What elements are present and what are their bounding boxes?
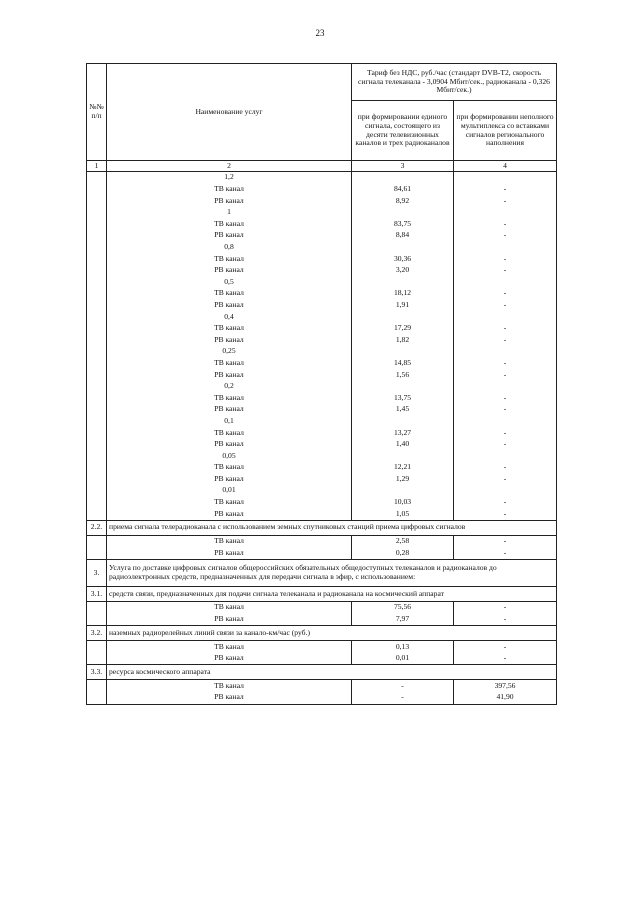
row-num-cell bbox=[87, 473, 107, 485]
row-num-cell bbox=[87, 184, 107, 196]
row-num-cell bbox=[87, 358, 107, 370]
row-num-cell bbox=[87, 323, 107, 335]
row-value-col3: 83,75 bbox=[352, 218, 454, 230]
row-label: РВ канал bbox=[107, 439, 352, 451]
row-value-col3: 13,75 bbox=[352, 392, 454, 404]
table-row bbox=[87, 641, 557, 653]
page-number: 23 bbox=[315, 28, 325, 38]
row-num-cell bbox=[87, 230, 107, 242]
row-value-col3 bbox=[352, 276, 454, 288]
row-value-col4: - bbox=[454, 323, 557, 335]
table-row bbox=[87, 300, 557, 312]
section-number: 3.2. bbox=[87, 626, 107, 641]
row-value-col4: - bbox=[454, 300, 557, 312]
section-row bbox=[87, 665, 557, 680]
table-row bbox=[87, 485, 557, 497]
row-value-col3 bbox=[352, 207, 454, 219]
table-row bbox=[87, 230, 557, 242]
row-value-col3: - bbox=[352, 680, 454, 692]
row-label: ТВ канал bbox=[107, 392, 352, 404]
table-row bbox=[87, 535, 557, 547]
row-value-col3: - bbox=[352, 692, 454, 704]
section-title: средств связи, предназначенных для подачи сигнала телеканала и радиоканала на космический аппарат bbox=[107, 587, 557, 602]
row-value-col4: - bbox=[454, 288, 557, 300]
row-value-col3: 1,56 bbox=[352, 369, 454, 381]
row-value-col4 bbox=[454, 415, 557, 427]
row-value-col3: 0,13 bbox=[352, 641, 454, 653]
row-value-col3: 1,05 bbox=[352, 508, 454, 520]
row-value-col3 bbox=[352, 311, 454, 323]
row-label: РВ канал bbox=[107, 334, 352, 346]
table-row bbox=[87, 265, 557, 277]
row-num-cell bbox=[87, 253, 107, 265]
row-value-col4: - bbox=[454, 253, 557, 265]
row-num-cell bbox=[87, 369, 107, 381]
table-row bbox=[87, 692, 557, 704]
row-label: ТВ канал bbox=[107, 680, 352, 692]
row-value-col3 bbox=[352, 485, 454, 497]
row-value-col4: - bbox=[454, 497, 557, 509]
row-num-cell bbox=[87, 300, 107, 312]
row-label: ТВ канал bbox=[107, 184, 352, 196]
row-num-cell bbox=[87, 276, 107, 288]
row-value-col3: 2,58 bbox=[352, 535, 454, 547]
row-value-col3: 75,56 bbox=[352, 602, 454, 614]
row-num-cell bbox=[87, 653, 107, 665]
table-row bbox=[87, 311, 557, 323]
row-value-col4: - bbox=[454, 535, 557, 547]
row-value-col3 bbox=[352, 450, 454, 462]
row-label: 1 bbox=[107, 207, 352, 219]
table-row bbox=[87, 381, 557, 393]
row-label: 0,1 bbox=[107, 415, 352, 427]
index-3: 3 bbox=[352, 161, 454, 172]
row-label: РВ канал bbox=[107, 230, 352, 242]
row-value-col4: - bbox=[454, 547, 557, 559]
row-label: 0,4 bbox=[107, 311, 352, 323]
row-num-cell bbox=[87, 265, 107, 277]
row-label: 0,2 bbox=[107, 381, 352, 393]
row-num-cell bbox=[87, 535, 107, 547]
row-num-cell bbox=[87, 450, 107, 462]
table-row bbox=[87, 172, 557, 184]
row-num-cell bbox=[87, 334, 107, 346]
section-row bbox=[87, 626, 557, 641]
row-value-col4: - bbox=[454, 508, 557, 520]
row-label: РВ канал bbox=[107, 653, 352, 665]
row-value-col4: - bbox=[454, 462, 557, 474]
row-num-cell bbox=[87, 207, 107, 219]
row-value-col4 bbox=[454, 276, 557, 288]
row-value-col3: 0,28 bbox=[352, 547, 454, 559]
section-row bbox=[87, 520, 557, 535]
table-row bbox=[87, 334, 557, 346]
row-value-col3 bbox=[352, 415, 454, 427]
row-value-col4: - bbox=[454, 404, 557, 416]
row-value-col4: - bbox=[454, 392, 557, 404]
row-value-col4: - bbox=[454, 427, 557, 439]
row-label: ТВ канал bbox=[107, 218, 352, 230]
row-label: ТВ канал bbox=[107, 427, 352, 439]
row-value-col4: - bbox=[454, 265, 557, 277]
row-num-cell bbox=[87, 392, 107, 404]
table-row bbox=[87, 358, 557, 370]
row-value-col3: 1,82 bbox=[352, 334, 454, 346]
row-label: 0,05 bbox=[107, 450, 352, 462]
row-value-col3: 3,20 bbox=[352, 265, 454, 277]
row-num-cell bbox=[87, 680, 107, 692]
table-row bbox=[87, 680, 557, 692]
table-row bbox=[87, 218, 557, 230]
row-value-col3: 0,01 bbox=[352, 653, 454, 665]
row-value-col4 bbox=[454, 450, 557, 462]
row-label: ТВ канал bbox=[107, 602, 352, 614]
row-label: РВ канал bbox=[107, 300, 352, 312]
row-label: ТВ канал bbox=[107, 323, 352, 335]
row-value-col4: - bbox=[454, 641, 557, 653]
table-row bbox=[87, 369, 557, 381]
row-label: ТВ канал bbox=[107, 497, 352, 509]
table-row bbox=[87, 450, 557, 462]
row-value-col3: 1,40 bbox=[352, 439, 454, 451]
row-num-cell bbox=[87, 172, 107, 184]
row-label: ТВ канал bbox=[107, 358, 352, 370]
row-label: РВ канал bbox=[107, 692, 352, 704]
row-value-col4: 41,90 bbox=[454, 692, 557, 704]
section-row bbox=[87, 560, 557, 587]
table-row bbox=[87, 462, 557, 474]
tariff-table bbox=[86, 63, 557, 705]
row-label: РВ канал bbox=[107, 473, 352, 485]
header-num: №№ п/п bbox=[87, 64, 107, 161]
row-num-cell bbox=[87, 346, 107, 358]
row-num-cell bbox=[87, 497, 107, 509]
table-row bbox=[87, 473, 557, 485]
row-num-cell bbox=[87, 381, 107, 393]
row-label: 0,5 bbox=[107, 276, 352, 288]
row-num-cell bbox=[87, 439, 107, 451]
header-col3: при формировании единого сигнала, состоящего из десяти телевизионных каналов и трех радиоканалов bbox=[352, 101, 454, 161]
table-row bbox=[87, 427, 557, 439]
row-value-col4 bbox=[454, 172, 557, 184]
row-label: РВ канал bbox=[107, 195, 352, 207]
row-value-col4: - bbox=[454, 218, 557, 230]
row-value-col3 bbox=[352, 172, 454, 184]
row-value-col4: - bbox=[454, 473, 557, 485]
table-row bbox=[87, 242, 557, 254]
table-row bbox=[87, 602, 557, 614]
row-num-cell bbox=[87, 415, 107, 427]
row-value-col4 bbox=[454, 311, 557, 323]
row-value-col4: - bbox=[454, 602, 557, 614]
row-num-cell bbox=[87, 485, 107, 497]
row-value-col4 bbox=[454, 242, 557, 254]
section-number: 3. bbox=[87, 560, 107, 587]
row-label: ТВ канал bbox=[107, 641, 352, 653]
row-label: РВ канал bbox=[107, 614, 352, 626]
row-label: 0,8 bbox=[107, 242, 352, 254]
row-value-col3: 10,03 bbox=[352, 497, 454, 509]
section-title: наземных радиорелейных линий связи за канало-км/час (руб.) bbox=[107, 626, 557, 641]
row-label: 0,01 bbox=[107, 485, 352, 497]
row-value-col4 bbox=[454, 346, 557, 358]
row-value-col4: - bbox=[454, 614, 557, 626]
table-row bbox=[87, 346, 557, 358]
row-num-cell bbox=[87, 462, 107, 474]
row-label: ТВ канал bbox=[107, 253, 352, 265]
row-value-col4: - bbox=[454, 358, 557, 370]
row-value-col4 bbox=[454, 381, 557, 393]
row-value-col3 bbox=[352, 346, 454, 358]
table-row bbox=[87, 614, 557, 626]
table-row bbox=[87, 207, 557, 219]
row-label: ТВ канал bbox=[107, 288, 352, 300]
table-row bbox=[87, 497, 557, 509]
table-row bbox=[87, 184, 557, 196]
section-number: 3.1. bbox=[87, 587, 107, 602]
row-value-col3: 14,85 bbox=[352, 358, 454, 370]
row-num-cell bbox=[87, 404, 107, 416]
row-value-col3: 7,97 bbox=[352, 614, 454, 626]
section-row bbox=[87, 587, 557, 602]
row-num-cell bbox=[87, 218, 107, 230]
header-tariff: Тариф без НДС, руб./час (стандарт DVB-T2, скорость сигнала телеканала - 3,0904 Мбит/сек., радиоканала - 0,326 Мбит/сек.) bbox=[352, 64, 557, 101]
table-row bbox=[87, 195, 557, 207]
row-num-cell bbox=[87, 288, 107, 300]
section-title: ресурса космического аппарата bbox=[107, 665, 557, 680]
table-row bbox=[87, 323, 557, 335]
row-value-col3: 12,21 bbox=[352, 462, 454, 474]
table-row bbox=[87, 653, 557, 665]
row-value-col4: - bbox=[454, 369, 557, 381]
row-label: РВ канал bbox=[107, 265, 352, 277]
table-row bbox=[87, 439, 557, 451]
row-label: РВ канал bbox=[107, 547, 352, 559]
row-value-col3: 8,92 bbox=[352, 195, 454, 207]
row-label: ТВ канал bbox=[107, 462, 352, 474]
row-num-cell bbox=[87, 242, 107, 254]
index-2: 2 bbox=[107, 161, 352, 172]
row-label: ТВ канал bbox=[107, 535, 352, 547]
row-value-col4: - bbox=[454, 184, 557, 196]
row-value-col3: 84,61 bbox=[352, 184, 454, 196]
header-col4: при формировании неполного мультиплекса со вставками сигналов регионального наполнения bbox=[454, 101, 557, 161]
row-value-col3 bbox=[352, 381, 454, 393]
row-value-col4: - bbox=[454, 653, 557, 665]
row-value-col4 bbox=[454, 485, 557, 497]
row-value-col3: 1,29 bbox=[352, 473, 454, 485]
row-num-cell bbox=[87, 692, 107, 704]
index-1: 1 bbox=[87, 161, 107, 172]
table-row bbox=[87, 547, 557, 559]
row-num-cell bbox=[87, 547, 107, 559]
row-value-col3: 17,29 bbox=[352, 323, 454, 335]
table-row bbox=[87, 404, 557, 416]
section-title: приема сигнала телерадиоканала с использованием земных спутниковых станций приема цифровых сигналов bbox=[107, 520, 557, 535]
row-num-cell bbox=[87, 427, 107, 439]
table-row bbox=[87, 392, 557, 404]
table-row bbox=[87, 415, 557, 427]
row-label: РВ канал bbox=[107, 404, 352, 416]
section-number: 2.2. bbox=[87, 520, 107, 535]
section-number: 3.3. bbox=[87, 665, 107, 680]
row-num-cell bbox=[87, 602, 107, 614]
row-value-col4 bbox=[454, 207, 557, 219]
row-value-col4: - bbox=[454, 230, 557, 242]
row-value-col3 bbox=[352, 242, 454, 254]
index-4: 4 bbox=[454, 161, 557, 172]
row-value-col4: 397,56 bbox=[454, 680, 557, 692]
row-value-col3: 8,84 bbox=[352, 230, 454, 242]
row-num-cell bbox=[87, 195, 107, 207]
row-value-col4: - bbox=[454, 334, 557, 346]
section-title: Услуга по доставке цифровых сигналов общероссийских обязательных общедоступных телеканалов и радиоканалов до радиоэлектронных средств, предназначенных для передачи сигнала в эфир, с использованием: bbox=[107, 560, 557, 587]
header-service-name: Наименование услуг bbox=[107, 64, 352, 161]
row-label: 1,2 bbox=[107, 172, 352, 184]
row-value-col4: - bbox=[454, 195, 557, 207]
row-num-cell bbox=[87, 641, 107, 653]
row-value-col3: 13,27 bbox=[352, 427, 454, 439]
row-value-col4: - bbox=[454, 439, 557, 451]
row-label: РВ канал bbox=[107, 508, 352, 520]
row-label: 0,25 bbox=[107, 346, 352, 358]
table-row bbox=[87, 276, 557, 288]
row-num-cell bbox=[87, 508, 107, 520]
row-value-col3: 30,36 bbox=[352, 253, 454, 265]
table-row bbox=[87, 253, 557, 265]
row-value-col3: 1,91 bbox=[352, 300, 454, 312]
row-num-cell bbox=[87, 614, 107, 626]
row-value-col3: 18,12 bbox=[352, 288, 454, 300]
row-label: РВ канал bbox=[107, 369, 352, 381]
row-value-col3: 1,45 bbox=[352, 404, 454, 416]
table-row bbox=[87, 508, 557, 520]
row-num-cell bbox=[87, 311, 107, 323]
table-row bbox=[87, 288, 557, 300]
